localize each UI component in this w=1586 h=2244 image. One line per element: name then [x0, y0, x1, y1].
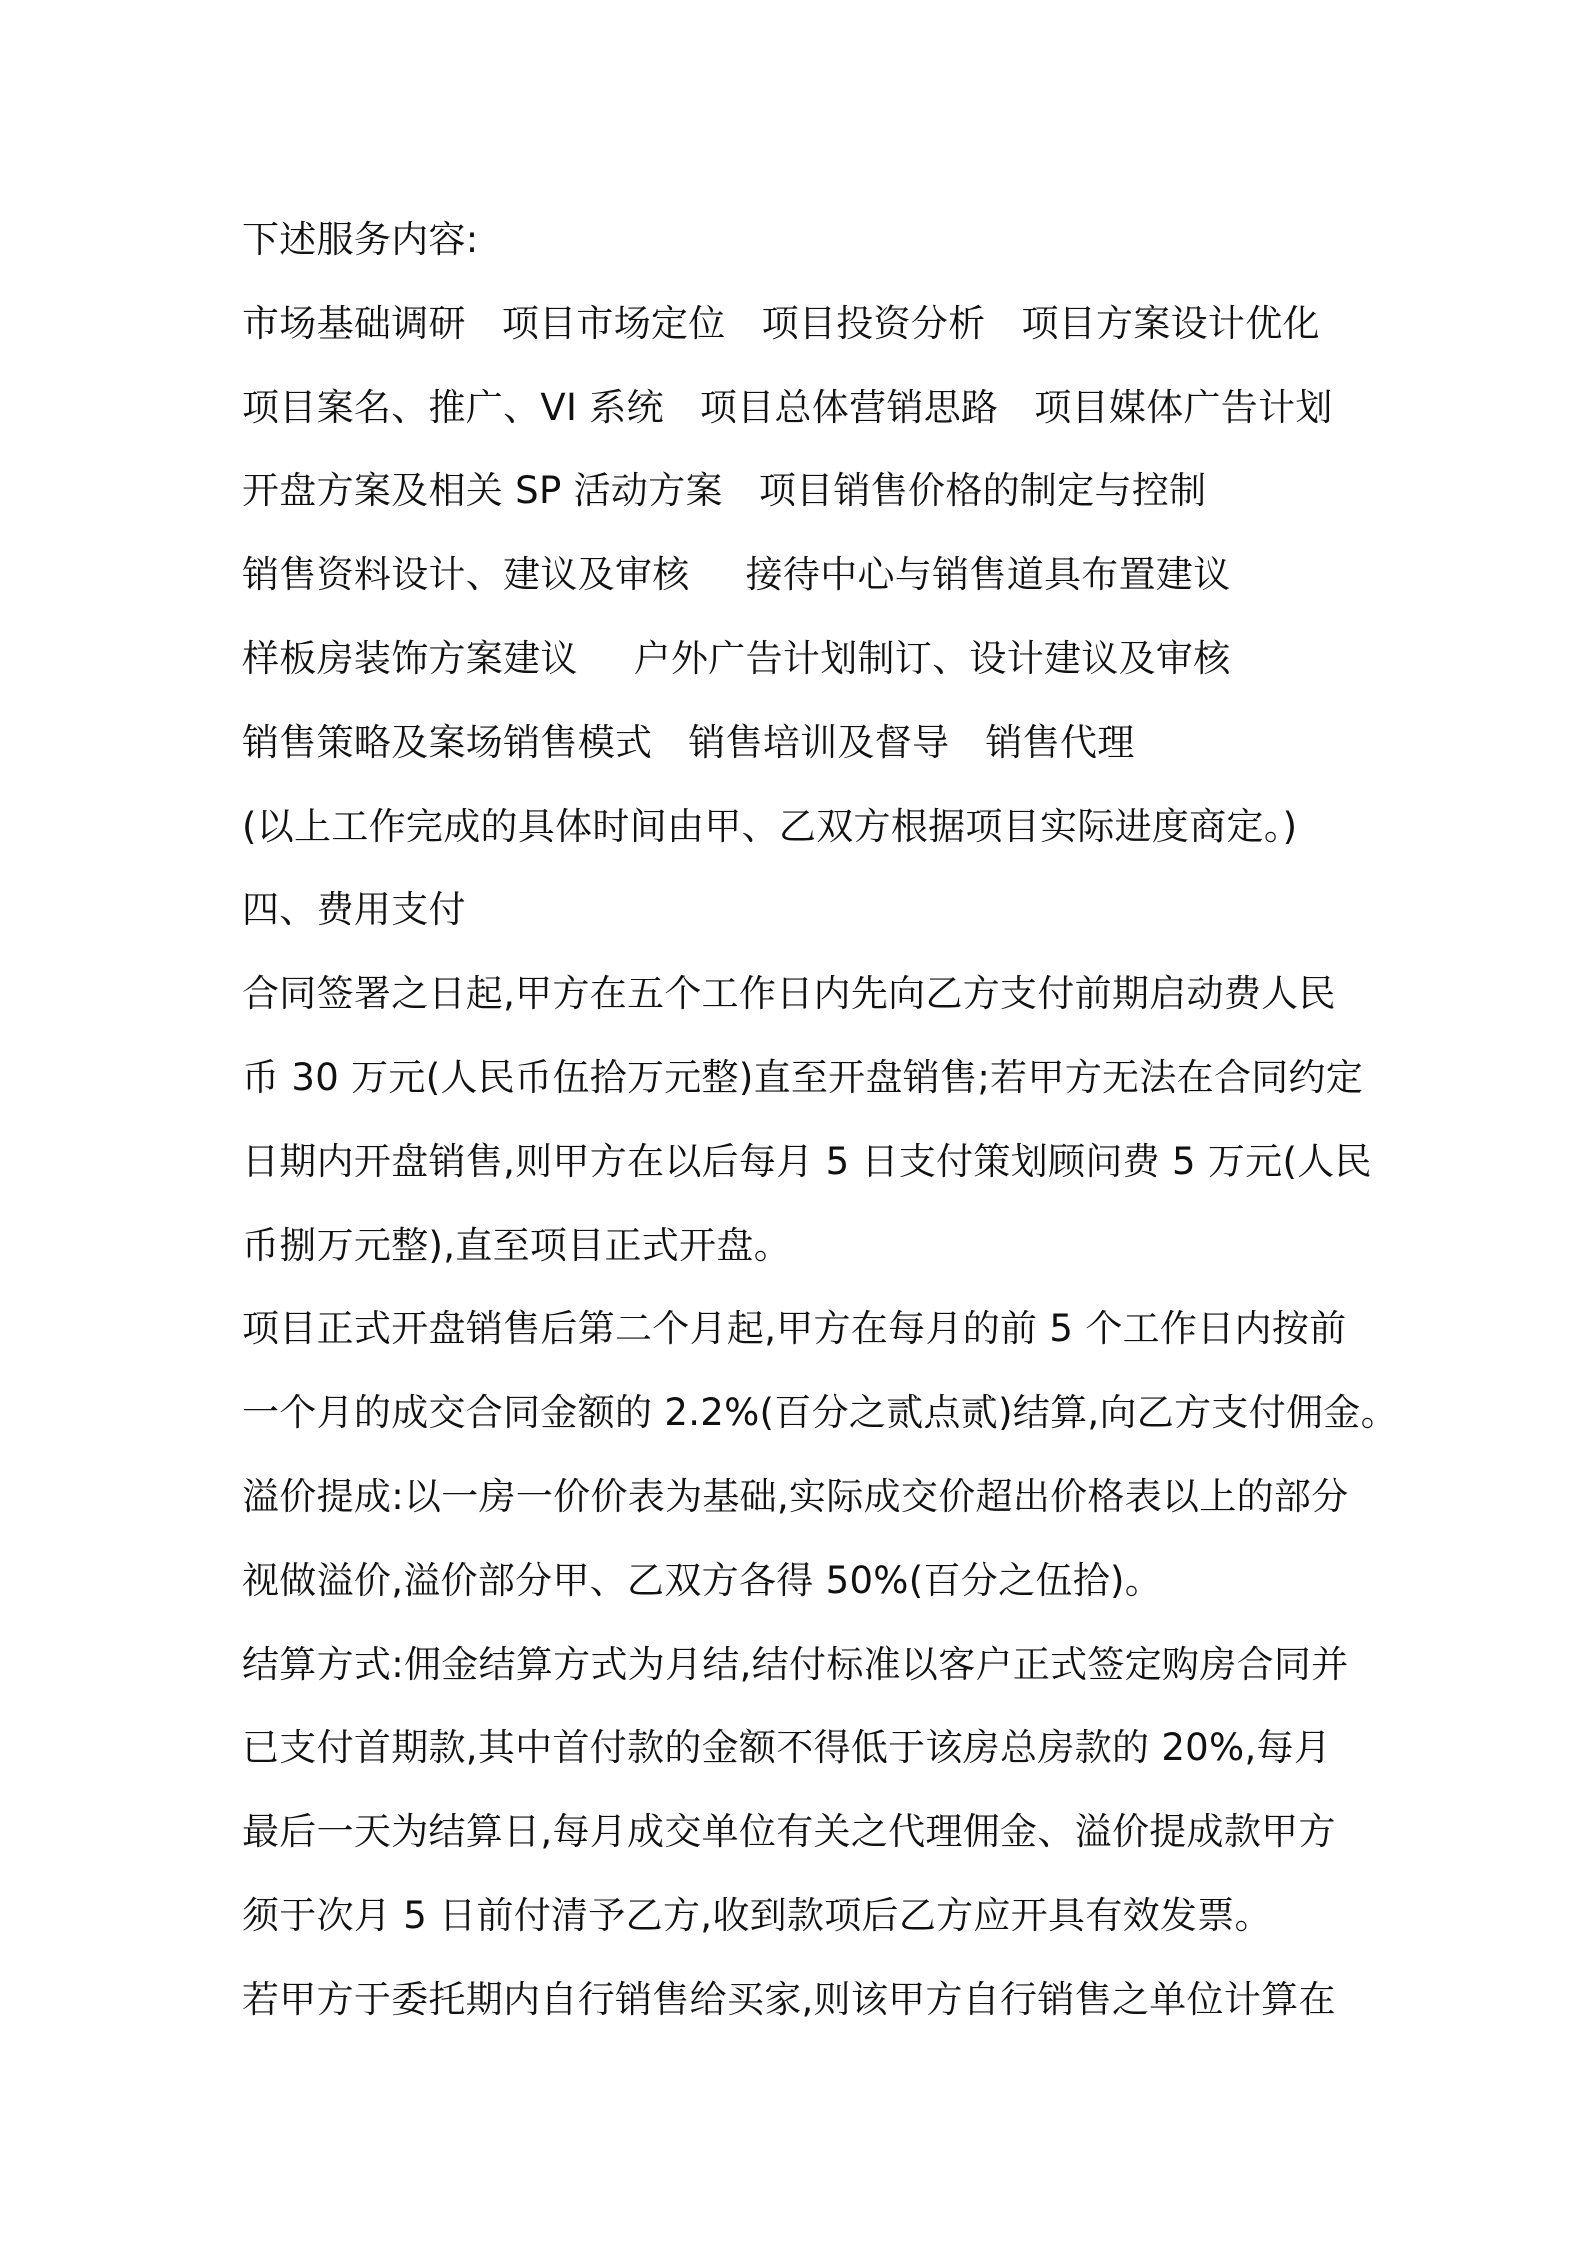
services-row-5	[242, 617, 1362, 701]
paragraph-line: 一个月的成交合同金额的 2.2%(百分之贰点贰)结算,向乙方支付佣金。	[242, 1391, 1398, 1435]
services-row-4	[242, 533, 1362, 617]
document-body	[242, 198, 1398, 2042]
service-item: 销售策略及案场销售模式	[242, 720, 653, 764]
service-item: 市场基础调研	[242, 301, 466, 345]
service-item: 样板房装饰方案建议	[242, 636, 578, 680]
paragraph-line: 视做溢价,溢价部分甲、乙双方各得 50%(百分之伍拾)。	[242, 1558, 1163, 1602]
service-item: 销售培训及督导	[688, 720, 950, 764]
services-row-3	[242, 449, 1362, 533]
service-item: 销售资料设计、建议及审核	[242, 553, 690, 597]
services-row-6	[242, 701, 1362, 785]
service-item: 项目投资分析	[761, 301, 986, 345]
service-item: 接待中心与销售道具布置建议	[745, 553, 1231, 597]
paragraph-line: 已支付首期款,其中首付款的金额不得低于该房总房款的 20%,每月	[242, 1726, 1332, 1770]
section-heading: 四、费用支付	[242, 888, 466, 932]
paragraph-line: 溢价提成:以一房一价价表为基础,实际成交价超出价格表以上的部分	[242, 1474, 1349, 1518]
service-item: 项目案名、推广、VI 系统	[242, 385, 664, 429]
paragraph-line: 合同签署之日起,甲方在五个工作日内先向乙方支付前期启动费人民	[242, 972, 1336, 1016]
paragraph-line: 须于次月 5 日前付清予乙方,收到款项后乙方应开具有效发票。	[242, 1893, 1272, 1937]
services-note: (以上工作完成的具体时间由甲、乙双方根据项目实际进度商定。)	[242, 804, 1298, 848]
paragraph-line: 若甲方于委托期内自行销售给买家,则该甲方自行销售之单位计算在	[242, 1977, 1336, 2021]
paragraph-line: 日期内开盘销售,则甲方在以后每月 5 日支付策划顾问费 5 万元(人民	[242, 1139, 1372, 1183]
service-item: 项目媒体广告计划	[1034, 385, 1333, 429]
service-item: 销售代理	[985, 720, 1135, 764]
service-item: 项目销售价格的制定与控制	[758, 469, 1207, 513]
paragraph-line: 币捌万元整),直至项目正式开盘。	[242, 1223, 791, 1267]
service-item: 项目总体营销思路	[699, 385, 999, 429]
paragraph-line: 结算方式:佣金结算方式为月结,结付标准以客户正式签定购房合同并	[242, 1642, 1349, 1686]
service-item: 项目市场定位	[501, 301, 726, 345]
services-intro: 下述服务内容:	[242, 218, 479, 261]
services-row-2	[242, 366, 1362, 450]
services-row-1	[242, 282, 1362, 366]
service-item: 开盘方案及相关 SP 活动方案	[242, 469, 723, 513]
paragraph-line: 币 30 万元(人民币伍拾万元整)直至开盘销售;若甲方无法在合同约定	[242, 1055, 1364, 1099]
paragraph-line: 最后一天为结算日,每月成交单位有关之代理佣金、溢价提成款甲方	[242, 1810, 1336, 1854]
paragraph-line: 项目正式开盘销售后第二个月起,甲方在每月的前 5 个工作日内按前	[242, 1307, 1347, 1351]
service-item: 项目方案设计优化	[1021, 301, 1320, 345]
service-item: 户外广告计划制订、设计建议及审核	[633, 636, 1231, 680]
